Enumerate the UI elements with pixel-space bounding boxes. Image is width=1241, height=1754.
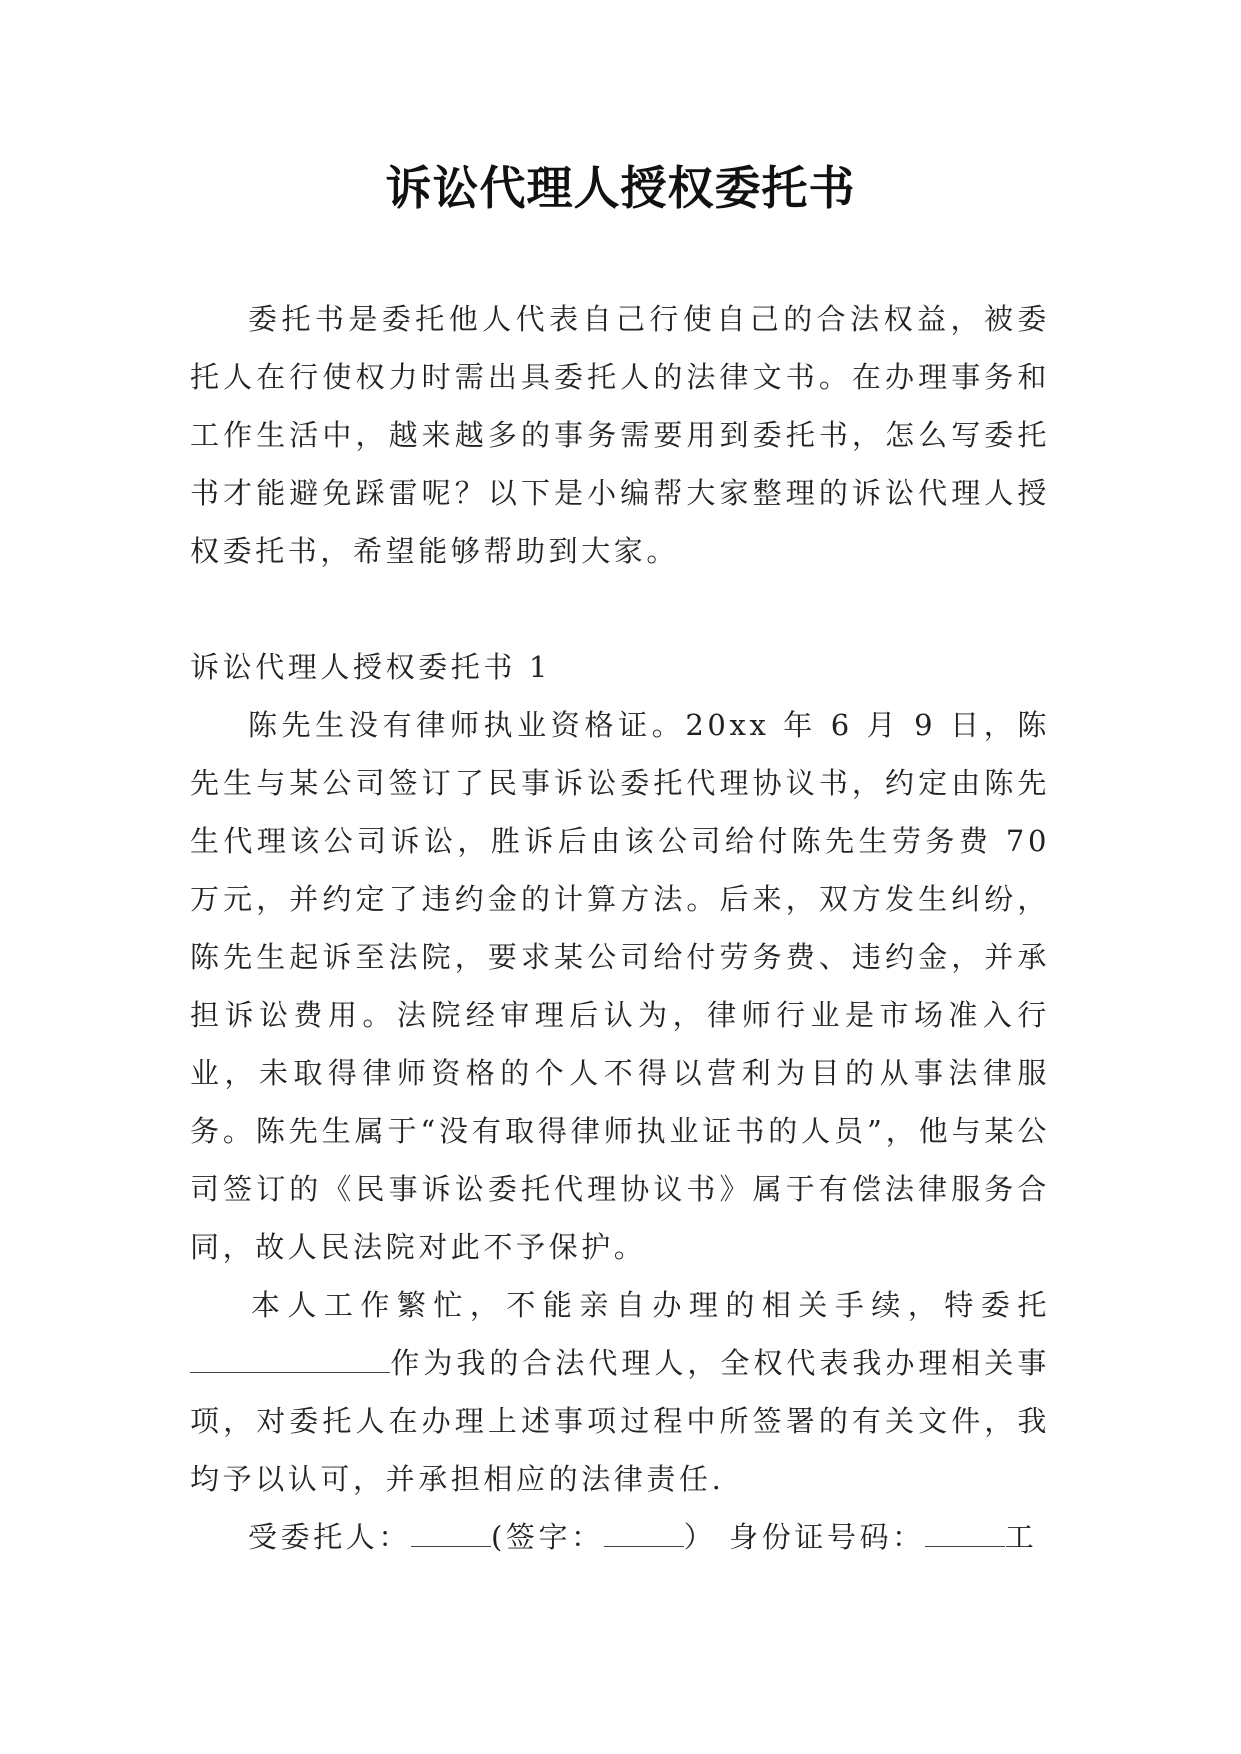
document-title: 诉讼代理人授权委托书 <box>385 161 856 215</box>
case-paragraph: 陈先生没有律师执业资格证。20xx 年 6 月 9 日，陈先生与某公司签订了民事诉讼委托代理协议书，约定由陈先生代理该公司诉讼，胜诉后由该公司给付陈先生劳务费 70 万元，并约定了违约金的计算方法。后来，双方发生纠纷，陈先生起诉至法院，要求某公司给付劳务费、违约金，并承担诉讼费用。法院经审理后认为，律师行业是市场准入行业，未取得律师资格的个人不得以营利为目的从事法律服务。陈先生属于“没有取得律师执业证书的人员”，他与某公司签订的《民事诉讼委托代理协议书》属于有偿法律服务合同，故人民法院对此不予保护。 <box>190 708 1050 1264</box>
authorization-rest-text: 作为我的合法代理人，全权代表我办理相关事项，对委托人在办理上述事项过程中所签署的有关文件，我均予以认可，并承担相应的法律责任. <box>190 1346 1050 1496</box>
authorization-start-text: 本人工作繁忙，不能亲自办理的相关手续，特委托 <box>250 1288 1050 1322</box>
sign-close-label: ） <box>683 1520 717 1554</box>
trustee-name-blank <box>411 1512 491 1547</box>
id-number-label: 身份证号码： <box>729 1520 925 1554</box>
id-number-blank <box>925 1512 1005 1547</box>
agent-name-blank <box>190 1338 390 1373</box>
signature-line <box>190 1508 1050 1566</box>
sign-open-label: (签字： <box>491 1520 604 1554</box>
authorization-paragraph <box>190 1276 1050 1508</box>
intro-paragraph: 委托书是委托他人代表自己行使自己的合法权益，被委托人在行使权力时需出具委托人的法律文书。在办理事务和工作生活中，越来越多的事务需要用到委托书，怎么写委托书才能避免踩雷呢？以下是小编帮大家整理的诉讼代理人授权委托书，希望能够帮助到大家。 <box>190 302 1050 568</box>
trailing-text: 工 <box>1004 1520 1038 1554</box>
signature-blank <box>604 1512 684 1547</box>
section-heading: 诉讼代理人授权委托书 1 <box>190 650 551 684</box>
paragraph-spacer <box>190 580 1050 638</box>
trustee-label: 受委托人： <box>248 1520 412 1554</box>
document-body <box>190 290 1050 1566</box>
